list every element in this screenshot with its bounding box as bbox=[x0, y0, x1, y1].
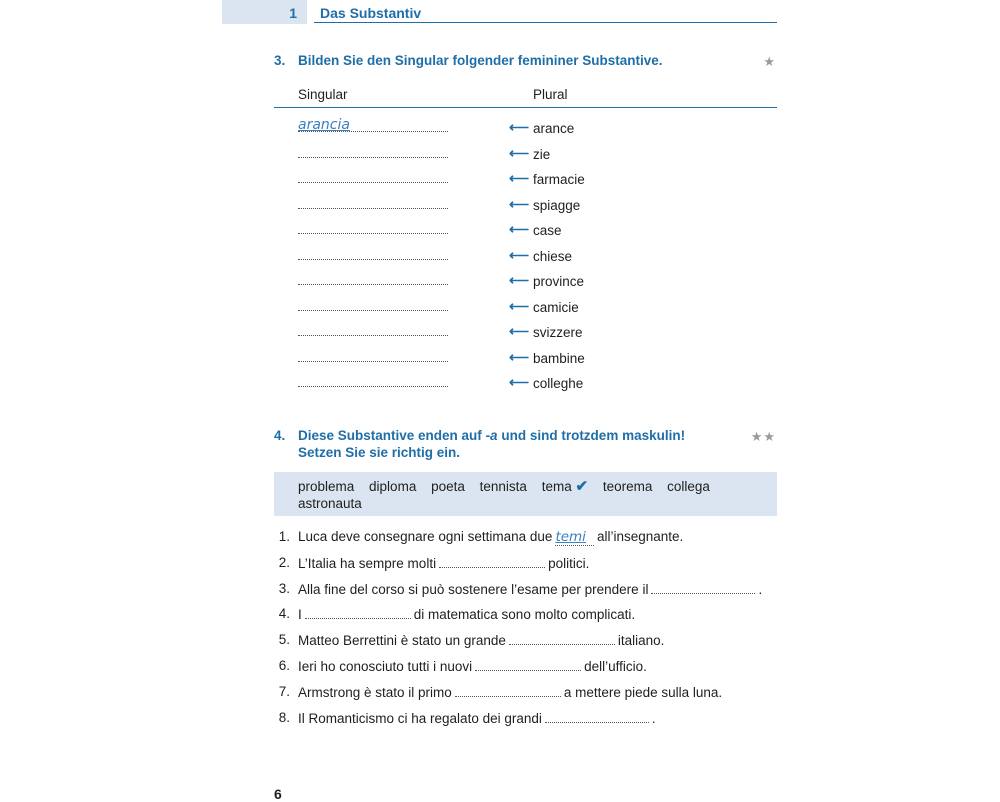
example-answer: arancia bbox=[298, 117, 350, 133]
sentence-answer-blank[interactable] bbox=[555, 529, 594, 546]
singular-answer-blank[interactable] bbox=[298, 310, 448, 311]
arrow-left-icon: ⟵ bbox=[509, 374, 530, 390]
table-header-rule bbox=[274, 107, 777, 108]
sentence-item bbox=[0, 606, 1000, 626]
sentence-answer-blank[interactable] bbox=[545, 710, 649, 723]
plural-word: chiese bbox=[533, 248, 573, 264]
sentence-before: Ieri ho conosciuto tutti i nuovi bbox=[298, 659, 473, 674]
sentence-number: 1. bbox=[278, 529, 290, 544]
chapter-title: Das Substantiv bbox=[320, 5, 422, 21]
arrow-left-icon: ⟵ bbox=[509, 297, 530, 314]
word-bank-item bbox=[603, 479, 653, 494]
table-row bbox=[0, 170, 1000, 190]
sentence-before: Luca deve consegnare ogni settimana due bbox=[298, 529, 553, 544]
sentence-item bbox=[0, 710, 1000, 730]
sentence-number: 7. bbox=[278, 683, 290, 699]
table-row bbox=[0, 119, 1000, 139]
sentence-before: Alla fine del corso si può sostenere l’esame per prendere il bbox=[298, 581, 649, 597]
sentence-before: I bbox=[298, 607, 302, 623]
sentence-after: all’insegnante. bbox=[596, 529, 684, 544]
word-bank-word: tennista bbox=[479, 479, 527, 494]
sentence-text bbox=[298, 658, 647, 674]
plural-word: farmacie bbox=[533, 172, 585, 187]
sentence-number: 3. bbox=[278, 580, 290, 596]
singular-answer-blank[interactable] bbox=[298, 386, 448, 387]
sentence-item bbox=[0, 658, 1000, 678]
word-bank-item bbox=[369, 479, 416, 494]
exercise-3-number: 3. bbox=[274, 53, 286, 68]
word-bank-word: astronauta bbox=[298, 496, 362, 511]
sentence-before: L’Italia ha sempre molti bbox=[298, 555, 437, 571]
singular-answer-blank[interactable] bbox=[298, 361, 448, 362]
table-row bbox=[0, 272, 1000, 292]
arrow-left-icon: ⟵ bbox=[509, 348, 530, 365]
singular-answer-blank[interactable] bbox=[298, 182, 448, 183]
arrow-left-icon: ⟵ bbox=[509, 272, 530, 288]
sentence-text bbox=[298, 632, 664, 648]
sentence-after: politici. bbox=[548, 555, 590, 571]
sentence-item bbox=[0, 555, 1000, 575]
sentence-answer-blank[interactable] bbox=[455, 684, 561, 697]
sentence-text bbox=[298, 529, 683, 546]
page-number: 6 bbox=[274, 786, 282, 802]
table-row bbox=[0, 145, 1000, 165]
word-bank-item bbox=[298, 496, 362, 511]
sentence-item bbox=[0, 581, 1000, 601]
plural-word: province bbox=[533, 274, 585, 289]
sentence-answer-blank[interactable] bbox=[305, 606, 411, 619]
singular-answer-blank[interactable] bbox=[298, 259, 448, 260]
sentence-text bbox=[298, 684, 722, 700]
plural-word: bambine bbox=[533, 350, 585, 366]
singular-answer-blank[interactable] bbox=[298, 157, 448, 158]
plural-word: arance bbox=[533, 121, 575, 136]
sentence-answer-blank[interactable] bbox=[651, 581, 755, 594]
word-bank-word: teorema bbox=[602, 479, 653, 494]
word-bank-item bbox=[480, 479, 527, 494]
sentence-before: Il Romanticismo ci ha regalato dei grandi bbox=[298, 710, 542, 726]
word-bank-word: poeta bbox=[431, 479, 465, 494]
word-bank-item bbox=[542, 479, 588, 494]
sentence-answer-blank[interactable] bbox=[439, 555, 545, 568]
sentence-number: 2. bbox=[278, 554, 290, 570]
sentence-answer-blank[interactable] bbox=[509, 632, 615, 645]
sentence-before: Matteo Berrettini è stato un grande bbox=[298, 633, 506, 649]
sentence-after: dell’ufficio. bbox=[584, 659, 647, 674]
column-header-plural: Plural bbox=[533, 87, 568, 102]
exercise-4-title-line-2: Setzen Sie sie richtig ein. bbox=[298, 445, 461, 460]
sentence-number: 5. bbox=[278, 632, 290, 648]
table-row bbox=[0, 374, 1000, 394]
word-bank-word: collega bbox=[667, 479, 710, 494]
singular-answer-blank[interactable] bbox=[298, 208, 448, 209]
sentence-text bbox=[298, 581, 762, 597]
chapter-number: 1 bbox=[289, 5, 297, 21]
exercise-4-difficulty-stars: ★★ bbox=[750, 429, 776, 444]
plural-word: svizzere bbox=[533, 325, 583, 340]
plural-word: camicie bbox=[533, 299, 579, 315]
sentence-text bbox=[298, 606, 635, 622]
table-row bbox=[0, 196, 1000, 216]
table-row bbox=[0, 247, 1000, 267]
arrow-left-icon: ⟵ bbox=[509, 119, 530, 135]
sentence-text bbox=[298, 710, 656, 726]
singular-answer-blank[interactable] bbox=[298, 335, 448, 336]
sentence-after: . bbox=[651, 710, 656, 726]
exercise-4-title-line-1: Diese Substantive enden auf -a und sind trotzdem maskulin! bbox=[298, 428, 686, 443]
sentence-item bbox=[0, 529, 1000, 549]
sentence-number: 6. bbox=[278, 658, 290, 673]
exercise-3-difficulty-stars: ★ bbox=[763, 54, 776, 69]
word-bank-item bbox=[667, 479, 710, 494]
word-bank-word: problema bbox=[298, 479, 355, 494]
plural-word: colleghe bbox=[533, 376, 584, 391]
table-row bbox=[0, 349, 1000, 369]
arrow-left-icon: ⟵ bbox=[509, 246, 530, 263]
column-header-singular: Singular bbox=[298, 87, 348, 102]
word-bank-word: tema bbox=[541, 479, 572, 494]
sentence-after: a mettere piede sulla luna. bbox=[563, 684, 723, 700]
sentence-item bbox=[0, 632, 1000, 652]
sentence-item bbox=[0, 684, 1000, 704]
word-bank-item bbox=[431, 479, 465, 494]
sentence-text bbox=[298, 555, 589, 571]
arrow-left-icon: ⟵ bbox=[509, 221, 530, 237]
singular-answer-blank[interactable] bbox=[298, 233, 448, 234]
sentence-after: italiano. bbox=[617, 633, 665, 649]
checkmark-icon: ✔ bbox=[575, 478, 589, 495]
exercise-3-title: Bilden Sie den Singular folgender femininer Substantive. bbox=[298, 53, 663, 68]
table-row bbox=[0, 298, 1000, 318]
plural-word: spiagge bbox=[533, 197, 581, 213]
example-answer: temi bbox=[555, 529, 586, 545]
arrow-left-icon: ⟵ bbox=[509, 195, 530, 212]
plural-word: zie bbox=[533, 146, 551, 162]
arrow-left-icon: ⟵ bbox=[509, 144, 530, 161]
singular-answer-blank[interactable] bbox=[298, 284, 448, 285]
table-row bbox=[0, 323, 1000, 343]
table-row bbox=[0, 221, 1000, 241]
word-bank-word: diploma bbox=[369, 479, 417, 494]
arrow-left-icon: ⟵ bbox=[509, 323, 530, 339]
sentence-number: 8. bbox=[278, 709, 290, 725]
plural-word: case bbox=[533, 223, 562, 238]
chapter-divider bbox=[314, 22, 777, 23]
sentence-number: 4. bbox=[278, 606, 290, 622]
sentence-after: . bbox=[758, 581, 763, 597]
word-bank-item bbox=[298, 479, 354, 494]
sentence-after: di matematica sono molto complicati. bbox=[413, 607, 636, 623]
arrow-left-icon: ⟵ bbox=[509, 170, 530, 186]
exercise-4-title bbox=[298, 427, 685, 461]
exercise-4-number: 4. bbox=[274, 428, 286, 443]
sentence-answer-blank[interactable] bbox=[475, 658, 581, 671]
word-bank bbox=[298, 478, 768, 512]
sentence-before: Armstrong è stato il primo bbox=[298, 684, 452, 700]
